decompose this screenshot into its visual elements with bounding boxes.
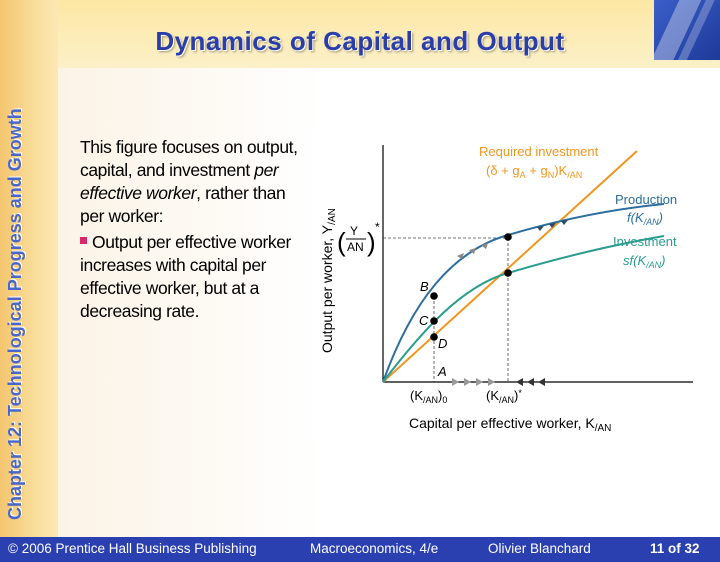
x-axis-label: Capital per effective worker, $K_{/AN}$: [409, 415, 612, 434]
dynamics-chart: [312, 131, 699, 441]
footer-author: Olivier Blanchard: [488, 541, 591, 556]
x-axis-arrow: [452, 378, 459, 386]
y-axis-label: Output per worker, $Y_{/AN}$: [319, 208, 338, 353]
point-d: [430, 333, 438, 341]
x-axis-arrow: [516, 378, 523, 386]
x-tick-kstar: $(K_{/AN})^*$: [486, 388, 522, 405]
footer-bar: [0, 537, 720, 562]
required-investment-label: Required investment: [479, 144, 599, 159]
svg-text:): ): [367, 227, 376, 257]
bullet-item: Output per effective worker increases with capital per effective worker, but at a decreasing rate.: [80, 232, 291, 321]
footer-page-number: 11 of 32: [650, 541, 700, 556]
svg-text:(: (: [337, 227, 346, 257]
x-axis-arrow: [476, 378, 483, 386]
point-steady-investment: [504, 269, 512, 277]
production-label: Production: [615, 192, 678, 207]
point-c: [430, 317, 438, 325]
x-axis-arrow: [464, 378, 471, 386]
slide-title: Dynamics of Capital and Output: [155, 26, 565, 56]
investment-curve: [383, 236, 664, 382]
svg-text:AN: AN: [347, 240, 364, 254]
x-tick-k0: $(K_{/AN})_0$: [410, 388, 448, 405]
point-b: [430, 292, 438, 300]
required-investment-line: [383, 151, 637, 382]
x-axis-arrow: [488, 378, 495, 386]
intro-paragraph: This figure focuses on output, capital, and investment per effective worker, rather than per worker:: [80, 137, 298, 226]
footer-copyright: © 2006 Prentice Hall Business Publishing: [8, 541, 257, 556]
footer-book: Macroeconomics, 4/e: [310, 541, 439, 556]
x-axis-arrow: [527, 378, 534, 386]
point-label-d: D: [438, 336, 448, 351]
emphasis-text: per effective worker: [80, 160, 279, 203]
investment-label: Investment: [613, 234, 677, 249]
svg-text:*: *: [375, 220, 380, 234]
y-steady-state-tick: [337, 220, 380, 257]
chapter-side-title: Chapter 12: Technological Progress and Growth: [5, 108, 25, 520]
bullet-square-icon: [80, 237, 87, 244]
point-label-a: A: [438, 364, 447, 379]
point-label-b: B: [420, 279, 429, 294]
x-axis-arrow: [538, 378, 545, 386]
slide-body: [80, 136, 310, 326]
required-investment-formula: $(\delta + g_A + g_N)K_{/AN}$: [486, 163, 583, 180]
svg-text:Y: Y: [350, 224, 359, 238]
capital-output-figure: [312, 131, 699, 441]
point-label-c: C: [419, 313, 429, 328]
point-steady-production: [504, 233, 512, 241]
investment-formula: $sf(K_{/AN})$: [623, 253, 666, 270]
production-formula: $f(K_{/AN})$: [627, 210, 663, 227]
